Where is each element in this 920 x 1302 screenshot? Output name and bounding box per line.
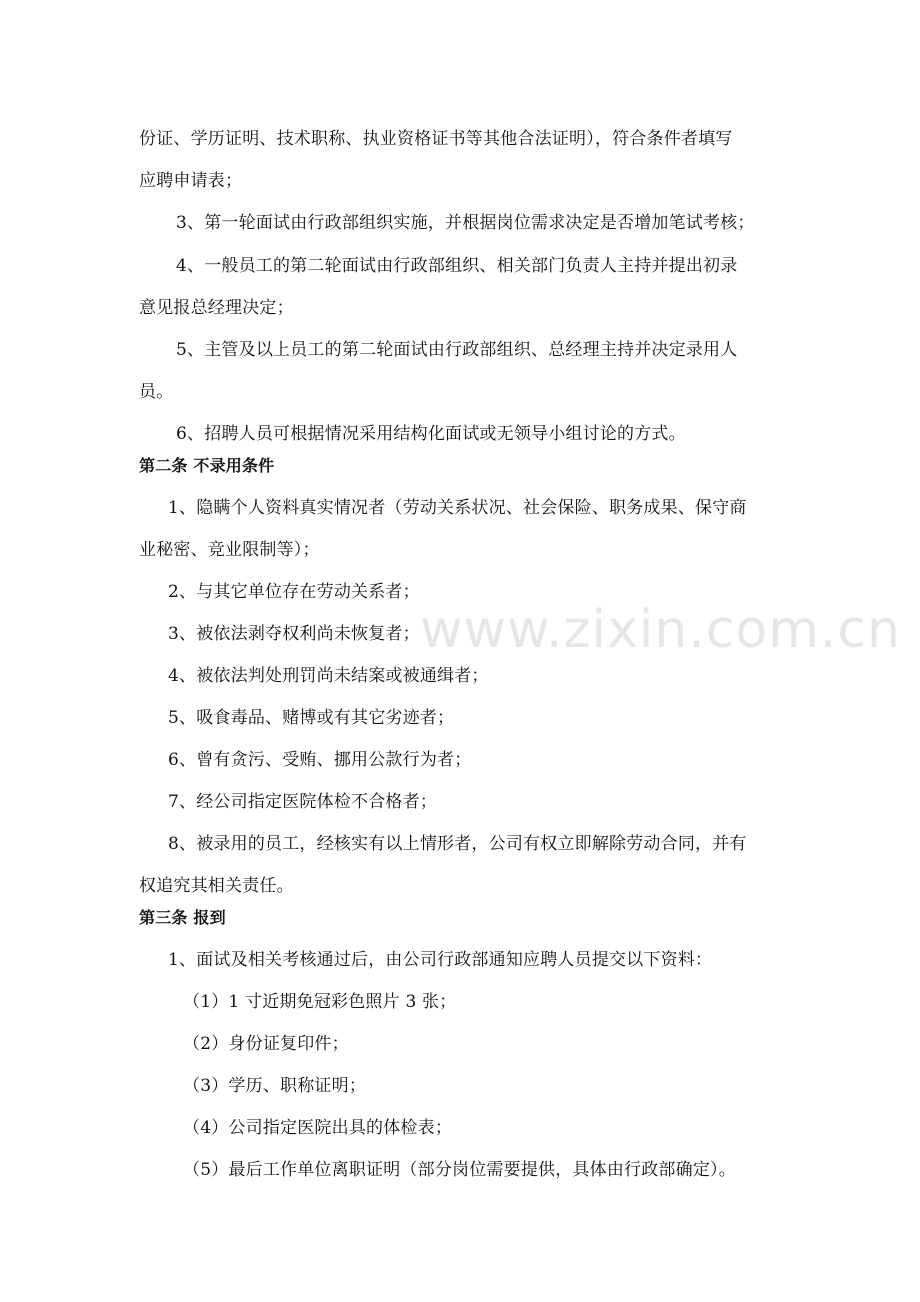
text-line: 1、隐瞒个人资料真实情况者（劳动关系状况、社会保险、职务成果、保守商 (168, 498, 747, 518)
text-line: 8、被录用的员工，经核实有以上情形者，公司有权立即解除劳动合同，并有 (168, 834, 747, 854)
text-line: 1、面试及相关考核通过后，由公司行政部通知应聘人员提交以下资料： (168, 950, 713, 970)
text-line: （4）公司指定医院出具的体检表； (183, 1118, 453, 1138)
text-line: 3、被依法剥夺权利尚未恢复者； (168, 624, 420, 644)
text-line: 3、第一轮面试由行政部组织实施，并根据岗位需求决定是否增加笔试考核； (176, 213, 755, 233)
text-line: 份证、学历证明、技术职称、执业资格证书等其他合法证明），符合条件者填写 (139, 129, 733, 149)
text-line: 4、一般员工的第二轮面试由行政部组织、相关部门负责人主持并提出初录 (176, 256, 738, 276)
section-heading: 第三条 报到 (139, 908, 226, 927)
text-line: 5、吸食毒品、赌博或有其它劣迹者； (168, 708, 455, 728)
section-heading: 第二条 不录用条件 (139, 456, 275, 475)
text-line: 4、被依法判处刑罚尚未结案或被通缉者； (168, 666, 489, 686)
text-line: （1）1 寸近期免冠彩色照片 3 张； (183, 992, 457, 1012)
text-line: （2）身份证复印件； (183, 1034, 349, 1054)
text-line: 应聘申请表； (139, 171, 243, 191)
text-line: 2、与其它单位存在劳动关系者； (168, 582, 420, 602)
text-line: 意见报总经理决定； (139, 298, 294, 318)
text-line: 员。 (139, 382, 174, 402)
text-line: 权追究其相关责任。 (139, 876, 294, 896)
text-line: （5）最后工作单位离职证明（部分岗位需要提供，具体由行政部确定）。 (183, 1160, 736, 1180)
text-line: （3）学历、职称证明； (183, 1076, 367, 1096)
text-line: 5、主管及以上员工的第二轮面试由行政部组织、总经理主持并决定录用人 (176, 340, 738, 360)
text-line: 6、曾有贪污、受贿、挪用公款行为者； (168, 750, 472, 770)
watermark: www.zixin.com.cn (420, 600, 901, 660)
text-line: 6、招聘人员可根据情况采用结构化面试或无领导小组讨论的方式。 (176, 424, 686, 444)
text-line: 7、经公司指定医院体检不合格者； (168, 792, 438, 812)
text-line: 业秘密、竞业限制等）； (139, 540, 320, 560)
